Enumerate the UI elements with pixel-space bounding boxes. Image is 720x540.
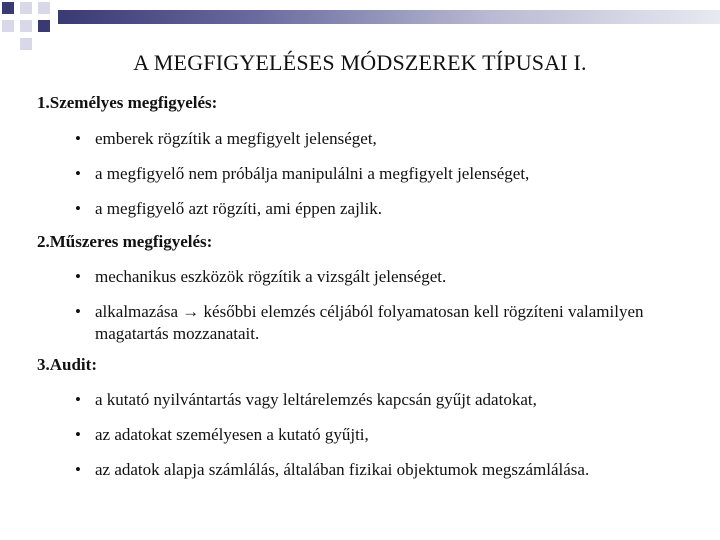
- header-gradient-bar: [58, 10, 720, 24]
- section-heading: 3.Audit:: [37, 355, 97, 374]
- list-item: • emberek rögzítik a megfigyelt jelenséget,: [75, 129, 377, 148]
- bullet-icon: •: [75, 199, 81, 218]
- decor-square-dark: [2, 2, 14, 14]
- bullet-icon: •: [75, 164, 81, 183]
- list-item: • a kutató nyilvántartás vagy leltárelemzés kapcsán gyűjt adatokat,: [75, 390, 537, 409]
- decor-square-light: [20, 20, 32, 32]
- section-heading: 1.Személyes megfigyelés:: [37, 93, 218, 112]
- decor-square-dark: [38, 20, 50, 32]
- list-item: • az adatok alapja számlálás, általában fizikai objektumok megszámlálása.: [75, 460, 590, 479]
- decor-square-light: [2, 20, 14, 32]
- list-item: • mechanikus eszközök rögzítik a vizsgált jelenséget.: [75, 267, 447, 286]
- bullet-icon: •: [75, 460, 81, 479]
- slide-title: A MEGFIGYELÉSES MÓDSZEREK TÍPUSAI I.: [133, 50, 587, 75]
- bullet-icon: •: [75, 390, 81, 409]
- decor-square-light: [20, 38, 32, 50]
- list-item: • az adatokat személyesen a kutató gyűjti,: [75, 425, 369, 444]
- list-item: • a megfigyelő nem próbálja manipulálni a megfigyelt jelenséget,: [75, 164, 530, 183]
- decor-square-light: [38, 2, 50, 14]
- bullet-icon: •: [75, 129, 81, 148]
- section-heading: 2.Műszeres megfigyelés:: [37, 232, 213, 251]
- bullet-icon: •: [75, 302, 81, 321]
- decor-square-light: [20, 2, 32, 14]
- bullet-icon: •: [75, 425, 81, 444]
- bullet-icon: •: [75, 267, 81, 286]
- list-item: • alkalmazása → későbbi elemzés céljából folyamatosan kell rögzíteni valamilyen magatartás mozzanatait.: [75, 302, 644, 343]
- list-item: • a megfigyelő azt rögzíti, ami éppen zajlik.: [75, 199, 382, 218]
- slide-content: [37, 93, 697, 481]
